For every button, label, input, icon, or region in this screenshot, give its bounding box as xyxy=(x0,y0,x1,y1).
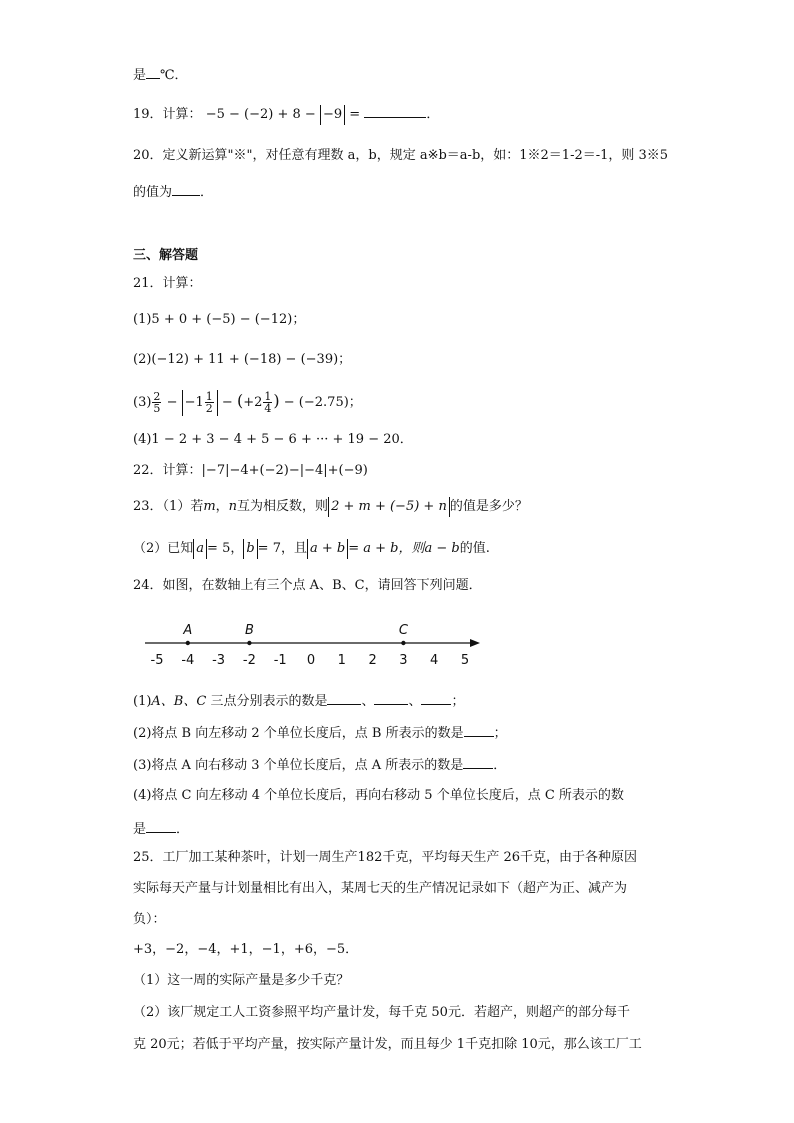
q23-p2-text-d: = a + b，则 xyxy=(348,541,425,556)
q25-line7: 克 20元；若低于平均产量，按实际产量计发，而且每少 1千克扣除 10元，那么该工厂工 xyxy=(133,1037,642,1052)
q24-p1-blank-a[interactable] xyxy=(327,690,361,705)
q23-part2 xyxy=(133,539,490,559)
q23-p2-text-f: 的值. xyxy=(459,541,490,556)
point-b-label: B xyxy=(244,623,254,638)
q24-part1 xyxy=(133,690,465,712)
q24-p1-points: A、B、C xyxy=(151,694,207,709)
point-c-label: C xyxy=(398,623,408,638)
q21-p3-frac3-num: 1 xyxy=(264,390,272,403)
q24-p2-end: ； xyxy=(493,726,507,741)
tick-label: -2 xyxy=(242,653,256,668)
q23-p1-m: m xyxy=(203,499,216,514)
q21-p3-frac1-num: 2 xyxy=(153,390,161,403)
q21-part3 xyxy=(133,386,362,418)
q24-p4-text: 是 xyxy=(133,822,147,837)
point-b-marker xyxy=(247,641,251,645)
q21-part1: (1)5 + 0 + (−5) − (−12)； xyxy=(133,312,306,327)
q25-line6: （2）该厂规定工人工资参照平均产量计发，每千克 50元．若超产，则超产的部分每千 xyxy=(133,1005,630,1020)
q23-part1 xyxy=(133,497,528,517)
q24-title: 24．如图，在数轴上有三个点 A、B、C，请回答下列问题． xyxy=(133,578,482,593)
q24-p3-blank[interactable] xyxy=(463,754,493,769)
q24-p4-blank[interactable] xyxy=(146,818,176,833)
q25-line1: 25．工厂加工某种茶叶，计划一周生产182千克，平均每天生产 26千克，由于各种原因 xyxy=(133,850,638,865)
q24-part2 xyxy=(133,722,507,744)
number-line-figure xyxy=(140,618,490,672)
q19-answer-blank[interactable] xyxy=(364,103,426,118)
number-line-ticks xyxy=(151,653,470,668)
q23-p1-text-c: 互为相反数，则 xyxy=(237,499,329,514)
q24-p2-text: (2)将点 B 向左移动 2 个单位长度后，点 B 所表示的数是 xyxy=(133,726,464,741)
tick-label: -1 xyxy=(273,653,287,668)
q18-suffix: ℃． xyxy=(160,68,188,83)
q19 xyxy=(133,103,439,125)
q19-expr-e: = xyxy=(349,107,361,122)
q20-answer-blank[interactable] xyxy=(172,181,200,196)
q24-p3-end: ． xyxy=(493,758,507,773)
tick-label: 2 xyxy=(368,653,377,668)
q18-prefix: 是 xyxy=(133,68,147,83)
q18-tail xyxy=(133,64,188,86)
q24-p4-end: ． xyxy=(176,822,190,837)
q21-p3-lparen: ( xyxy=(236,391,244,410)
point-c-marker xyxy=(401,641,405,645)
q22: 22．计算：|−7|−4+(−2)−|−4|+(−9) xyxy=(133,463,368,478)
q21-p3-paren-int: +2 xyxy=(243,395,263,410)
q21-p3-frac2 xyxy=(205,391,214,414)
q21-p3-frac3 xyxy=(263,391,272,414)
q24-p1-sep2: 、 xyxy=(408,694,422,709)
q24-p3-text: (3)将点 A 向右移动 3 个单位长度后，点 A 所表示的数是 xyxy=(133,758,464,773)
q23-p2-text-b: = 5， xyxy=(207,541,244,556)
q25-line2: 实际每天产量与计划量相比有出入，某周七天的生产情况记录如下（超产为正、减产为 xyxy=(133,881,628,896)
q19-expr-c: + 8 − xyxy=(277,107,316,122)
q21-p3-frac2-num: 1 xyxy=(205,390,213,403)
q23-p2-abs-a: a xyxy=(193,539,207,559)
q20-text: 的值为 xyxy=(133,185,173,200)
tick-label: -5 xyxy=(150,653,164,668)
q24-p1-text: 三点分别表示的数是 xyxy=(206,694,328,709)
q21-p3-abs xyxy=(182,390,218,416)
q21-p3-abs-int: −1 xyxy=(184,395,204,410)
q19-number: 19．计算： xyxy=(133,107,202,122)
number-line-arrow-icon xyxy=(470,639,480,647)
q21-p3-rparen: ) xyxy=(273,391,280,410)
q19-end: ． xyxy=(426,107,440,122)
tick-label: 4 xyxy=(430,653,439,668)
q23-p2-text-c: = 7，且 xyxy=(257,541,307,556)
tick-label: -4 xyxy=(181,653,195,668)
q23-p1-text-b: ， xyxy=(215,499,229,514)
q24-part3 xyxy=(133,754,506,776)
q21-title: 21．计算： xyxy=(133,276,202,291)
q20-line2 xyxy=(133,181,213,203)
q24-part4-line2 xyxy=(133,818,189,840)
q19-expr-d: −9 xyxy=(320,105,345,125)
q21-p3-minus1: − xyxy=(166,395,178,410)
q23-p2-abs-sum: a + b xyxy=(307,539,348,559)
number-line-points xyxy=(182,623,409,645)
q21-p3-label: (3) xyxy=(133,395,152,410)
q19-expr-b: (−2) xyxy=(244,107,274,122)
q24-p1-label: (1) xyxy=(133,694,152,709)
q23-p1-expr: 2 + m + (−5) + n xyxy=(328,497,450,517)
q25-line4: +3，−2，−4，+1，−1，+6，−5． xyxy=(133,942,359,957)
q24-p1-end: ； xyxy=(451,694,465,709)
tick-label: 3 xyxy=(399,653,408,668)
tick-label: 0 xyxy=(306,653,316,668)
q21-p3-tail: − (−2.75)； xyxy=(283,395,362,410)
section-title: 三、解答题 xyxy=(133,248,199,263)
tick-label: -3 xyxy=(212,653,226,668)
tick-label: 1 xyxy=(337,653,346,668)
q24-p1-blank-c[interactable] xyxy=(421,690,451,705)
q24-part4-line1: (4)将点 C 向左移动 4 个单位长度后，再向右移动 5 个单位长度后，点 C 所表示的数 xyxy=(133,788,624,803)
q18-blank[interactable] xyxy=(146,64,160,79)
q21-p3-frac2-den: 2 xyxy=(205,402,213,415)
q25-line5: （1）这一周的实际产量是多少千克？ xyxy=(133,973,350,988)
tick-label: 5 xyxy=(460,653,470,668)
q24-p2-blank[interactable] xyxy=(464,722,494,737)
q23-p2-abs-b: b xyxy=(243,539,257,559)
q23-p1-n: n xyxy=(228,499,238,514)
q21-p3-minus2: − xyxy=(221,395,233,410)
q21-p3-frac1-den: 5 xyxy=(153,402,161,415)
q24-p1-blank-b[interactable] xyxy=(374,690,408,705)
q23-p2-diff: a − b xyxy=(424,541,460,556)
q21-p3-frac3-den: 4 xyxy=(264,402,272,415)
q23-p1-text-a: 23．（1）若 xyxy=(133,499,204,514)
q20-end: ． xyxy=(200,185,214,200)
q21-part2: (2)(−12) + 11 + (−18) − (−39)； xyxy=(133,352,352,367)
q19-expr-a: −5 − xyxy=(205,107,240,122)
q21-p3-frac1 xyxy=(152,391,161,414)
q21-part4: (4)1 − 2 + 3 − 4 + 5 − 6 + ··· + 19 − 20． xyxy=(133,432,413,447)
point-a-marker xyxy=(186,641,190,645)
q23-p1-text-d: 的值是多少？ xyxy=(449,499,528,514)
point-a-label: A xyxy=(183,623,193,638)
q25-line3: 负）： xyxy=(133,912,166,927)
q23-p2-text-a: （2）已知 xyxy=(133,541,194,556)
q20-line1: 20．定义新运算"※"，对任意有理数 a，b，规定 a※b＝a-b，如：1※2＝1-2＝-1，则 3※5 xyxy=(133,148,669,163)
q24-p1-sep1: 、 xyxy=(361,694,375,709)
